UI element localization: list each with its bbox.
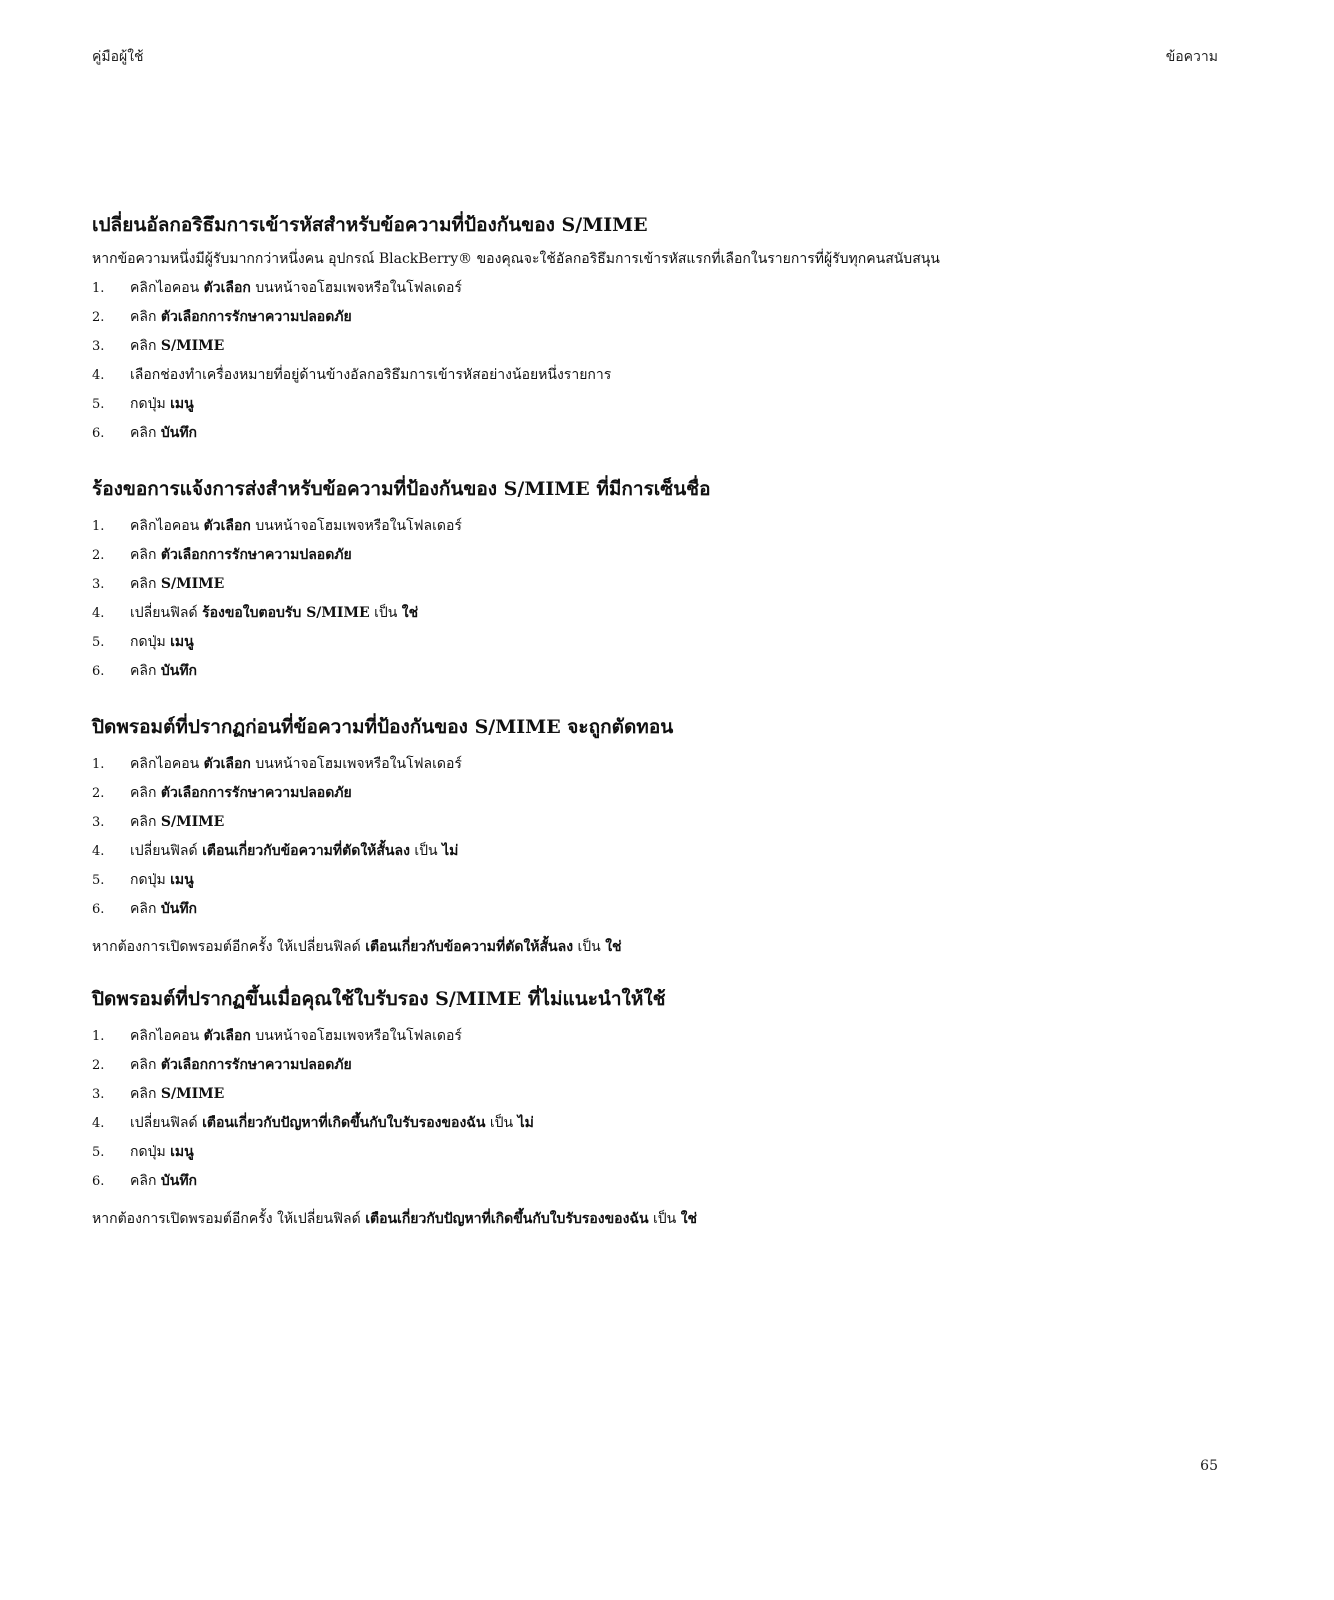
list-item <box>92 1022 1232 1051</box>
step-text: คลิก <box>130 338 161 354</box>
section-title: ปิดพรอมต์ที่ปรากฏขึ้นเมื่อคุณใช้ใบรับรอง S/MIME ที่ไม่แนะนำให้ใช้ <box>92 988 666 1010</box>
note-mid: เป็น <box>573 939 606 955</box>
step-text: คลิก <box>130 425 161 441</box>
step-bold: S/MIME <box>160 1086 225 1102</box>
step-number: 5. <box>92 397 105 412</box>
list-item <box>92 274 1232 303</box>
step-text: คลิก <box>130 1086 161 1102</box>
note-text: หากต้องการเปิดพรอมต์อีกครั้ง ให้เปลี่ยนฟิลด์ <box>92 939 366 955</box>
steps-list <box>92 1022 1232 1196</box>
list-item <box>92 808 1232 837</box>
step-number: 4. <box>92 844 105 859</box>
step-number: 6. <box>92 664 105 679</box>
list-item <box>92 1109 1232 1138</box>
list-item <box>92 750 1232 779</box>
section-title: ร้องขอการแจ้งการส่งสำหรับข้อความที่ป้องกันของ S/MIME ที่มีการเซ็นชื่อ <box>92 478 711 500</box>
step-bold: เตือนเกี่ยวกับปัญหาที่เกิดขึ้นกับใบรับรองของฉัน <box>202 1115 486 1131</box>
step-number: 4. <box>92 1116 105 1131</box>
step-bold: ตัวเลือก <box>203 518 251 534</box>
step-text: กดปุ่ม <box>130 396 171 412</box>
section-note <box>92 936 1232 958</box>
section-change-encryption-algorithm <box>92 212 1232 448</box>
step-number: 6. <box>92 1174 105 1189</box>
step-tail: บนหน้าจอโฮมเพจหรือในโฟลเดอร์ <box>250 280 462 296</box>
step-number: 2. <box>92 310 105 325</box>
list-item <box>92 599 1232 628</box>
step-bold: ตัวเลือก <box>203 1028 251 1044</box>
section-note <box>92 1208 1232 1230</box>
step-bold: เมนู <box>170 634 194 650</box>
step-text: เปลี่ยนฟิลด์ <box>130 605 203 621</box>
step-bold: บันทึก <box>160 1173 198 1189</box>
step-bold: ตัวเลือกการรักษาความปลอดภัย <box>160 785 352 801</box>
steps-list <box>92 274 1232 448</box>
step-bold-value: ไม่ <box>442 843 459 859</box>
section-intro: หากข้อความหนึ่งมีผู้รับมากกว่าหนึ่งคน อุปกรณ์ BlackBerry® ของคุณจะใช้อัลกอริธึมการเข้ารหัสแรกที่เลือกในรายการที่ผู้รับทุกคนสนับสนุน <box>92 251 940 267</box>
step-bold: ร้องขอใบตอบรับ S/MIME <box>202 605 370 621</box>
list-item <box>92 541 1232 570</box>
step-number: 6. <box>92 426 105 441</box>
list-item <box>92 1138 1232 1167</box>
step-bold: ตัวเลือกการรักษาความปลอดภัย <box>160 309 352 325</box>
step-number: 1. <box>92 281 105 296</box>
step-number: 6. <box>92 902 105 917</box>
step-text: เลือกช่องทำเครื่องหมายที่อยู่ด้านข้างอัลกอริธึมการเข้ารหัสอย่างน้อยหนึ่งรายการ <box>130 367 612 383</box>
step-bold: S/MIME <box>160 814 225 830</box>
step-bold: ตัวเลือกการรักษาความปลอดภัย <box>160 547 352 563</box>
step-number: 1. <box>92 757 105 772</box>
note-bold-value: ใช่ <box>605 939 622 955</box>
list-item <box>92 779 1232 808</box>
step-number: 3. <box>92 339 105 354</box>
step-tail: บนหน้าจอโฮมเพจหรือในโฟลเดอร์ <box>250 1028 462 1044</box>
step-number: 2. <box>92 786 105 801</box>
list-item <box>92 628 1232 657</box>
step-number: 1. <box>92 519 105 534</box>
note-mid: เป็น <box>648 1211 681 1227</box>
step-bold-value: ใช่ <box>401 605 419 621</box>
step-number: 4. <box>92 368 105 383</box>
step-tail: บนหน้าจอโฮมเพจหรือในโฟลเดอร์ <box>250 518 462 534</box>
list-item <box>92 390 1232 419</box>
step-text: กดปุ่ม <box>130 1144 171 1160</box>
section-title: เปลี่ยนอัลกอริธึมการเข้ารหัสสำหรับข้อความที่ป้องกันของ S/MIME <box>92 214 648 236</box>
note-bold: เตือนเกี่ยวกับข้อความที่ตัดให้สั้นลง <box>365 939 574 955</box>
step-bold: ตัวเลือก <box>203 280 251 296</box>
step-bold: เมนู <box>170 1144 194 1160</box>
step-tail: เป็น <box>485 1115 518 1131</box>
step-text: เปลี่ยนฟิลด์ <box>130 843 203 859</box>
step-text: คลิก <box>130 1057 161 1073</box>
step-tail: บนหน้าจอโฮมเพจหรือในโฟลเดอร์ <box>250 756 462 772</box>
note-bold-value: ใช่ <box>680 1211 698 1227</box>
step-text: เปลี่ยนฟิลด์ <box>130 1115 203 1131</box>
step-number: 2. <box>92 548 105 563</box>
list-item <box>92 332 1232 361</box>
step-bold: บันทึก <box>160 663 198 679</box>
page-content <box>92 212 1232 1258</box>
list-item <box>92 419 1232 448</box>
step-tail: เป็น <box>409 843 443 859</box>
step-text: คลิก <box>130 1173 161 1189</box>
step-tail: เป็น <box>369 605 402 621</box>
list-item <box>92 895 1232 924</box>
step-bold: เตือนเกี่ยวกับข้อความที่ตัดให้สั้นลง <box>202 843 410 859</box>
step-number: 5. <box>92 1145 105 1160</box>
list-item <box>92 1051 1232 1080</box>
list-item <box>92 303 1232 332</box>
step-bold: บันทึก <box>160 901 198 917</box>
steps-list <box>92 512 1232 686</box>
step-text: คลิก <box>130 663 161 679</box>
running-header <box>92 46 1218 66</box>
step-number: 5. <box>92 873 105 888</box>
step-bold: เมนู <box>170 396 194 412</box>
step-text: คลิกไอคอน <box>130 1028 204 1044</box>
list-item <box>92 512 1232 541</box>
step-bold: S/MIME <box>160 576 225 592</box>
section-certificate-prompt <box>92 986 1232 1230</box>
list-item <box>92 837 1232 866</box>
list-item <box>92 657 1232 686</box>
list-item <box>92 1167 1232 1196</box>
step-text: คลิกไอคอน <box>130 280 204 296</box>
step-text: คลิก <box>130 576 161 592</box>
step-bold: เมนู <box>170 872 194 888</box>
header-chapter-title: ข้อความ <box>1165 49 1218 65</box>
step-bold: ตัวเลือกการรักษาความปลอดภัย <box>160 1057 352 1073</box>
list-item <box>92 570 1232 599</box>
step-text: คลิก <box>130 785 161 801</box>
step-text: คลิกไอคอน <box>130 518 204 534</box>
step-bold: S/MIME <box>160 338 225 354</box>
list-item <box>92 361 1232 390</box>
section-truncation-prompt <box>92 714 1232 958</box>
step-text: กดปุ่ม <box>130 634 171 650</box>
list-item <box>92 1080 1232 1109</box>
step-text: คลิก <box>130 901 161 917</box>
step-bold-value: ไม่ <box>517 1115 534 1131</box>
note-text: หากต้องการเปิดพรอมต์อีกครั้ง ให้เปลี่ยนฟิลด์ <box>92 1211 366 1227</box>
step-number: 3. <box>92 815 105 830</box>
step-number: 1. <box>92 1029 105 1044</box>
step-number: 3. <box>92 1087 105 1102</box>
step-text: คลิกไอคอน <box>130 756 204 772</box>
header-manual-title: คู่มือผู้ใช้ <box>92 49 144 65</box>
step-text: คลิก <box>130 547 161 563</box>
section-request-delivery-notification <box>92 476 1232 686</box>
page-number: 65 <box>1200 1458 1218 1474</box>
step-bold: ตัวเลือก <box>203 756 251 772</box>
list-item <box>92 866 1232 895</box>
note-bold: เตือนเกี่ยวกับปัญหาที่เกิดขึ้นกับใบรับรองของฉัน <box>365 1211 649 1227</box>
step-number: 5. <box>92 635 105 650</box>
step-bold: บันทึก <box>160 425 198 441</box>
section-title: ปิดพรอมต์ที่ปรากฏก่อนที่ข้อความที่ป้องกันของ S/MIME จะถูกตัดทอน <box>92 716 674 738</box>
steps-list <box>92 750 1232 924</box>
step-text: คลิก <box>130 309 161 325</box>
step-number: 3. <box>92 577 105 592</box>
step-number: 4. <box>92 606 105 621</box>
step-text: คลิก <box>130 814 161 830</box>
step-number: 2. <box>92 1058 105 1073</box>
step-text: กดปุ่ม <box>130 872 171 888</box>
